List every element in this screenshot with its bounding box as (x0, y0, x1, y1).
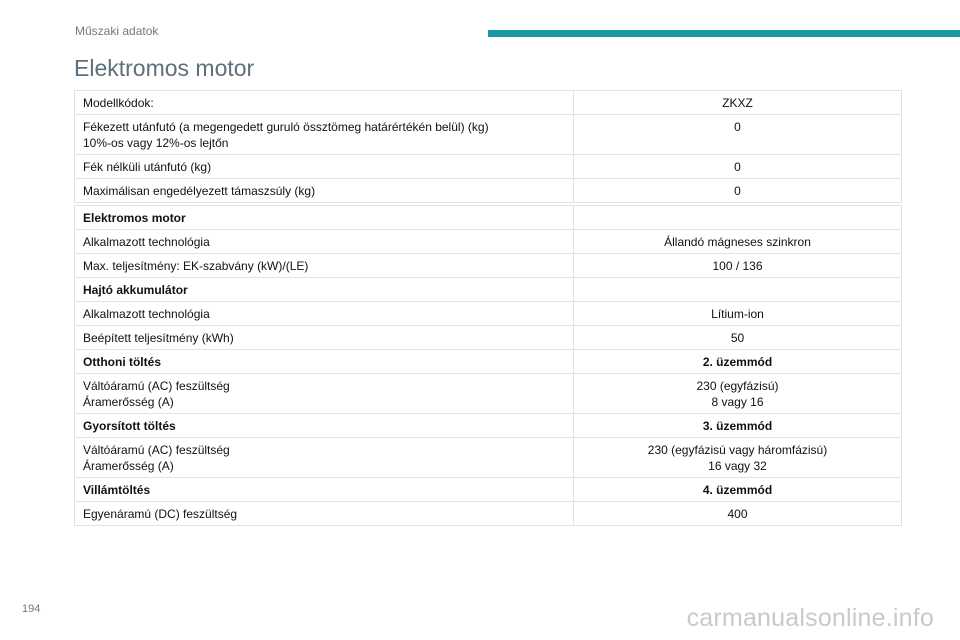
row-label: Váltóáramú (AC) feszültség Áramerősség (A) (75, 374, 574, 414)
row-label: Váltóáramú (AC) feszültség Áramerősség (A) (75, 438, 574, 478)
row-value: 0 (574, 155, 902, 179)
table-row (75, 179, 902, 203)
row-label: Egyenáramú (DC) feszültség (75, 502, 574, 526)
section-header-label: Villámtöltés (75, 478, 574, 502)
row-label: Alkalmazott technológia (75, 230, 574, 254)
table-row (75, 254, 902, 278)
section-label: Műszaki adatok (75, 24, 159, 38)
row-label: Maximálisan engedélyezett támaszsúly (kg) (75, 179, 574, 203)
row-value: 100 / 136 (574, 254, 902, 278)
row-value: 400 (574, 502, 902, 526)
row-label: Alkalmazott technológia (75, 302, 574, 326)
table-section-header (75, 350, 902, 374)
towing-spec-table (74, 90, 902, 203)
row-value: Lítium-ion (574, 302, 902, 326)
row-value: Állandó mágneses szinkron (574, 230, 902, 254)
watermark: carmanualsonline.info (686, 604, 934, 632)
row-value: 0 (574, 115, 902, 155)
header-accent-bar (488, 30, 960, 37)
row-label: Fék nélküli utánfutó (kg) (75, 155, 574, 179)
row-value: 230 (egyfázisú vagy háromfázisú) 16 vagy 32 (574, 438, 902, 478)
page-title: Elektromos motor (74, 55, 255, 81)
section-header-value (574, 278, 902, 302)
table-row (75, 438, 902, 478)
section-header-value: 2. üzemmód (574, 350, 902, 374)
row-label: Max. teljesítmény: EK-szabvány (kW)/(LE) (75, 254, 574, 278)
table-section-header (75, 278, 902, 302)
table-section-header (75, 478, 902, 502)
row-value: 50 (574, 326, 902, 350)
table-row (75, 502, 902, 526)
table-row (75, 302, 902, 326)
section-header-value (574, 206, 902, 230)
row-value: 0 (574, 179, 902, 203)
row-label: Modellkódok: (75, 91, 574, 115)
section-header-label: Elektromos motor (75, 206, 574, 230)
table-row (75, 115, 902, 155)
electric-motor-spec-table (74, 205, 902, 526)
table-row (75, 91, 902, 115)
section-header-label: Otthoni töltés (75, 350, 574, 374)
table-row (75, 230, 902, 254)
section-header-value: 3. üzemmód (574, 414, 902, 438)
row-label: Fékezett utánfutó (a megengedett guruló össztömeg határértékén belül) (kg) 10%-os vagy 12%-os lejtőn (75, 115, 574, 155)
section-header-value: 4. üzemmód (574, 478, 902, 502)
row-value: ZKXZ (574, 91, 902, 115)
section-header-label: Hajtó akkumulátor (75, 278, 574, 302)
page-number: 194 (22, 603, 41, 615)
row-value: 230 (egyfázisú) 8 vagy 16 (574, 374, 902, 414)
row-label: Beépített teljesítmény (kWh) (75, 326, 574, 350)
table-section-header (75, 206, 902, 230)
table-section-header (75, 414, 902, 438)
section-header-label: Gyorsított töltés (75, 414, 574, 438)
table-row (75, 155, 902, 179)
table-row (75, 326, 902, 350)
table-row (75, 374, 902, 414)
